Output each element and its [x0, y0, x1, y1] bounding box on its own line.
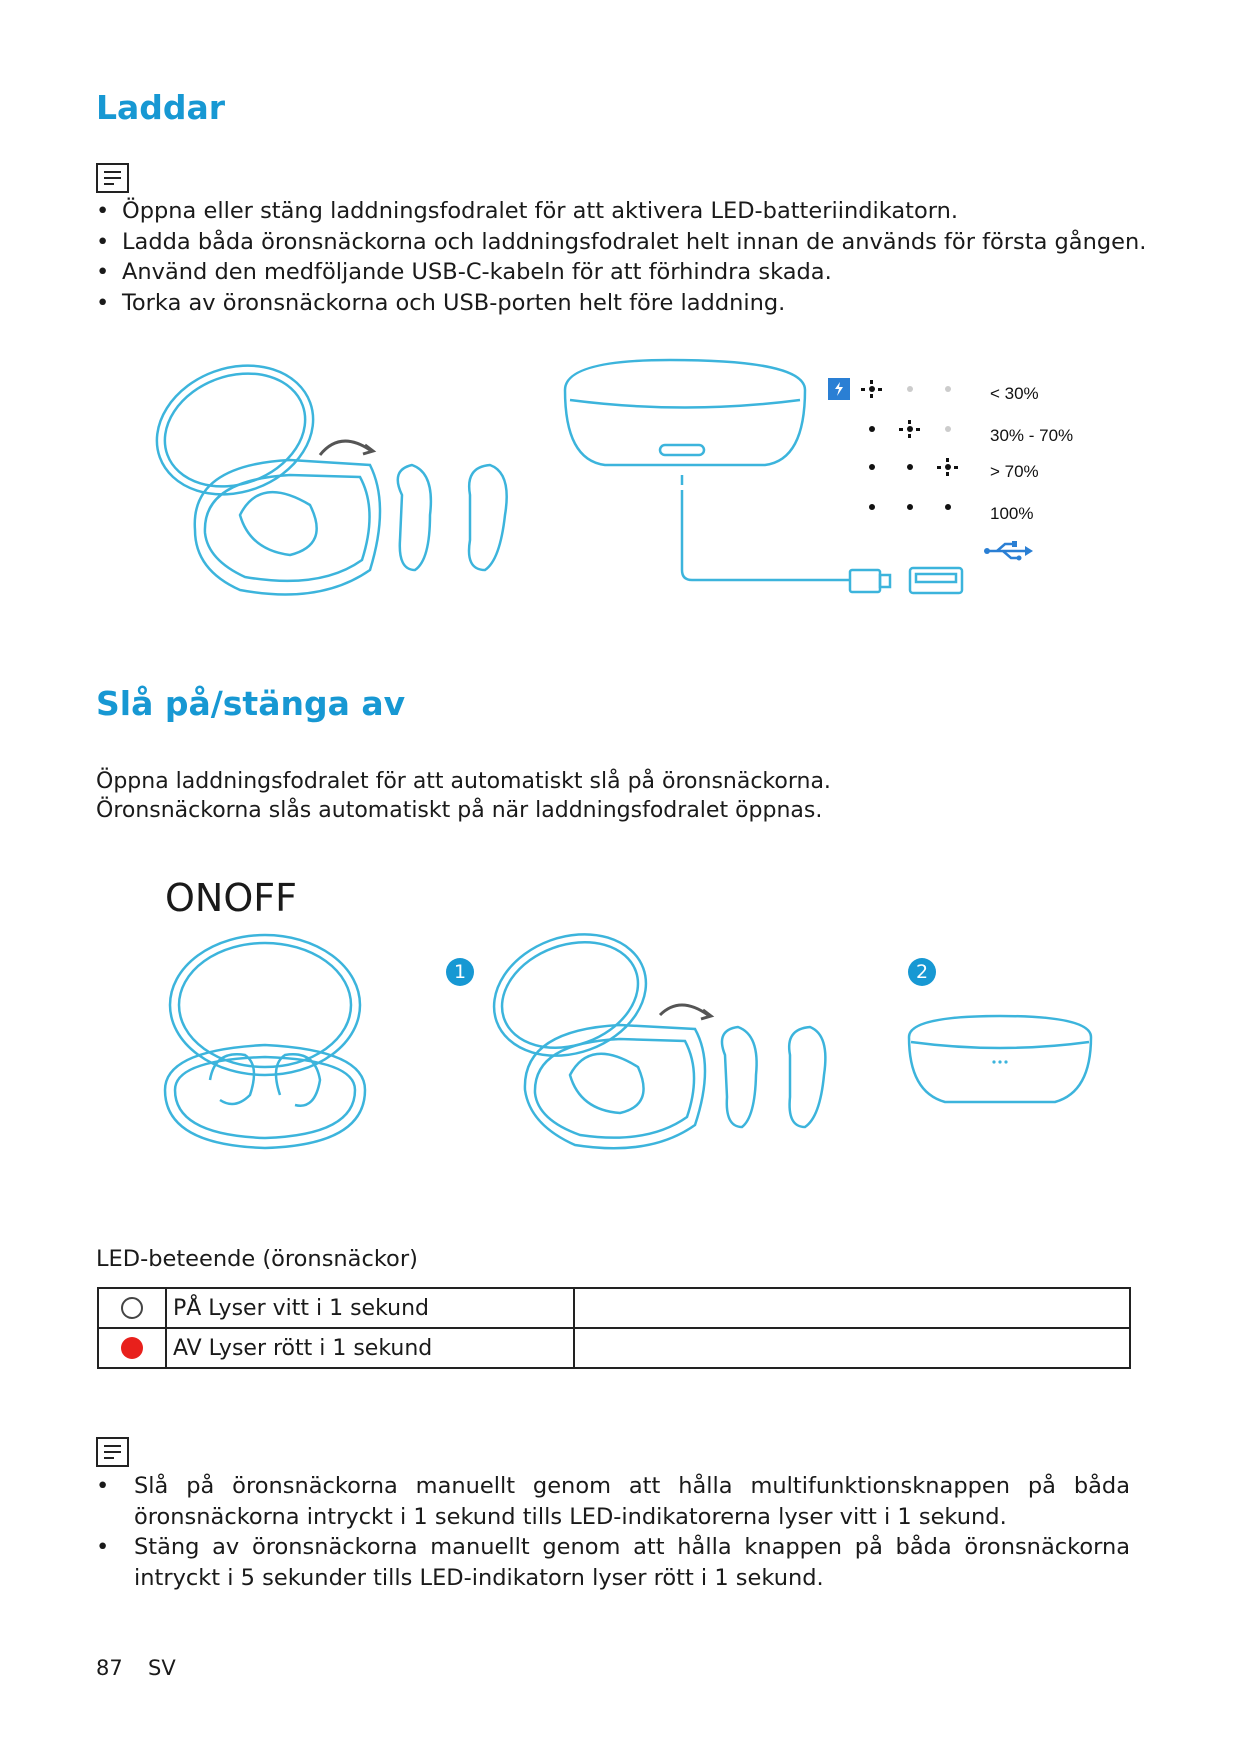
closed-case-with-cable-illustration	[560, 355, 1040, 605]
note-icon	[96, 1437, 129, 1467]
table-row	[98, 1328, 1130, 1368]
section-title-charging: Laddar	[96, 88, 226, 127]
section-title-power: Slå på/stänga av	[96, 684, 406, 723]
charging-note: • Öppna eller stäng laddningsfodralet för att aktivera LED-batteriindikatorn.	[96, 196, 1156, 227]
led-description: PÅ Lyser vitt i 1 sekund	[166, 1288, 574, 1328]
led-battery-legend	[828, 372, 958, 522]
power-description-2: Öronsnäckorna slås automatiskt på när laddningsfodralet öppnas.	[96, 798, 823, 823]
language-code: SV	[148, 1656, 176, 1680]
white-led-circle	[121, 1297, 143, 1319]
step-1-badge: 1	[446, 958, 474, 986]
onoff-label: ONOFF	[165, 876, 297, 920]
empty-cell	[574, 1328, 1130, 1368]
case-with-earbuds-illustration	[155, 930, 385, 1160]
led-table-heading: LED-beteende (öronsnäckor)	[96, 1246, 418, 1272]
step-2-badge: 2	[908, 958, 936, 986]
led-indicator-cell	[98, 1288, 166, 1328]
battery-level-label: > 70%	[990, 462, 1039, 481]
power-note: • Stäng av öronsnäckorna manuellt genom att hålla knappen på båda öronsnäckorna intryckt i 5 sekunder tills LED-indikatorn lyser rött i 1 sekund.	[96, 1532, 1130, 1593]
battery-level-label: 30% - 70%	[990, 426, 1074, 445]
note-icon	[96, 163, 129, 193]
charging-note: • Torka av öronsnäckorna och USB-porten helt före laddning.	[96, 288, 1156, 319]
step-1-open-case-illustration	[480, 925, 850, 1165]
power-note: • Slå på öronsnäckorna manuellt genom att hålla multifunktionsknappen på båda öronsnäckorna intryckt i 1 sekund tills LED-indikatorerna lyser vitt i 1 sekund.	[96, 1471, 1130, 1532]
empty-cell	[574, 1288, 1130, 1328]
power-notes-list	[96, 1471, 1130, 1593]
open-case-illustration	[140, 355, 540, 615]
battery-level-label: < 30%	[990, 384, 1039, 403]
battery-level-label: 100%	[990, 504, 1034, 523]
charging-note: • Ladda båda öronsnäckorna och laddningsfodralet helt innan de används för första gången.	[96, 227, 1156, 258]
step-2-closed-case-illustration	[905, 1012, 1095, 1112]
led-indicator-cell	[98, 1328, 166, 1368]
page-number: 87	[96, 1656, 123, 1680]
red-led-circle	[121, 1337, 143, 1359]
charging-note: • Använd den medföljande USB-C-kabeln för att förhindra skada.	[96, 257, 1156, 288]
charging-notes-list	[96, 196, 1156, 318]
table-row	[98, 1288, 1130, 1328]
power-description-1: Öppna laddningsfodralet för att automatiskt slå på öronsnäckorna.	[96, 769, 831, 794]
led-behavior-table	[97, 1287, 1131, 1369]
usb-icon	[983, 540, 1035, 562]
led-description: AV Lyser rött i 1 sekund	[166, 1328, 574, 1368]
